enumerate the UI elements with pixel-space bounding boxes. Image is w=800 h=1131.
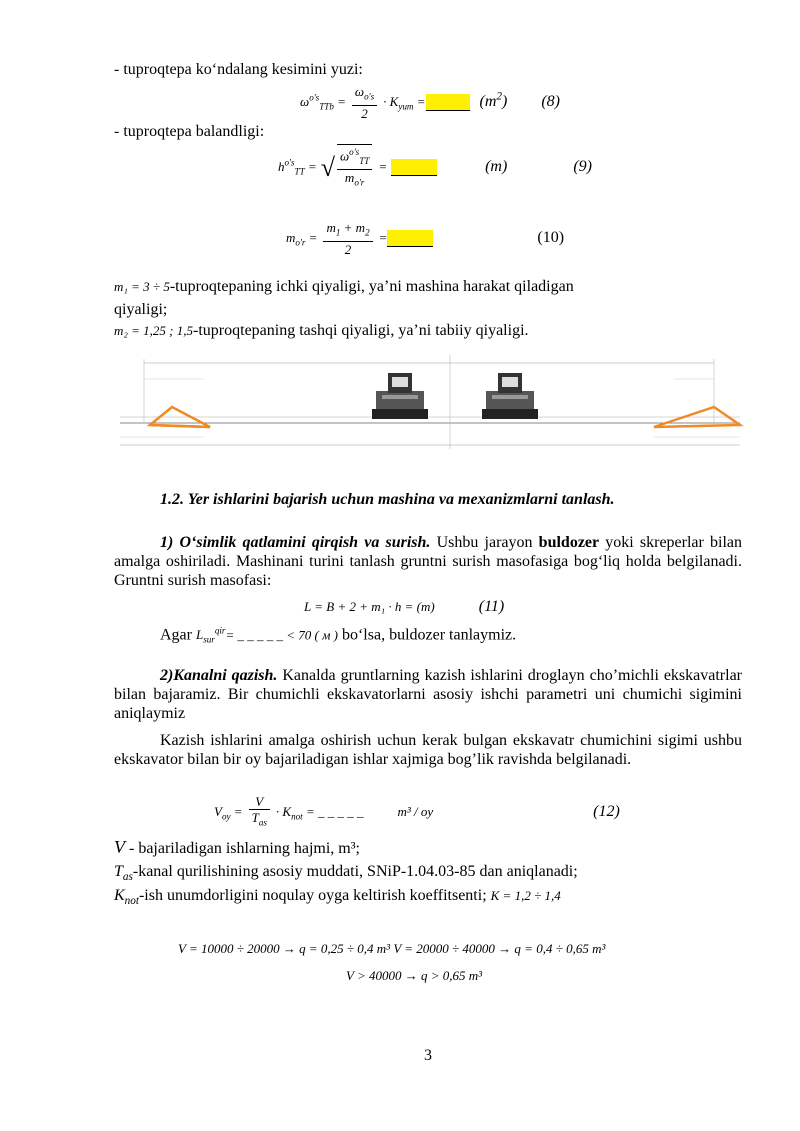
section-title: 1.2. Yer ishlarini bajarish uchun mashina va mexanizmlarni tanlash. (160, 491, 615, 508)
def-k: $K_{not}$-ish unumdorligini noqulay oyga keltirish koeffitsenti; K = 1,2 ÷ 1,4 (114, 887, 561, 908)
formula-10: $m_{o'r}$ = $\frac{m_1 + m_2}{2}$ = (10) (286, 220, 565, 257)
page-number: 3 (424, 1047, 432, 1064)
volume-bucket-rule-1: V = 10000 ÷ 20000 → q = 0,25 ÷ 0,4 m³ V = 20000 ÷ 40000 → q = 0,4 ÷ 0,65 m³ (178, 941, 606, 956)
def-v: V - bajariladigan ishlarning hajmi, m³; (114, 837, 360, 857)
answer-blank-10[interactable] (387, 230, 433, 247)
embankment-cross-section-figure (114, 349, 746, 459)
bulldozer-left-icon (372, 373, 428, 419)
m1-definition: m₁ = 3 ÷ 5-tuproqtepaning ichki qiyaligi, ya’ni mashina harakat qiladigan (114, 278, 574, 295)
agar-condition: Agar $L_{sur}^{qir}=$ _ _ _ _ _ < 70 ( м ) bo‘lsa, buldozer tanlaymiz. (160, 626, 517, 645)
paragraph-canal: 2)Kanalni qazish. Kanalda gruntlarning kazish ishlarini droglayn cho’michli ekskavatrlar bilan bajaramiz. Bir chumichli ekskavatorlarni asosiy ishchi parametri uni chumichi sigimini aniqlaymiz (114, 667, 743, 722)
bulldozer-right-icon (482, 373, 538, 419)
m2-definition: m₂ = 1,25 ; 1,5-tuproqtepaning tashqi qiyaligi, ya’ni tabiiy qiyaligi. (114, 322, 529, 339)
answer-blank-8[interactable] (426, 94, 470, 111)
formula-12: $V_{oy}$ = $\frac{V}{T_{as}}$ · $K_{not}$ = _ _ _ _ _ m³ / oy (12) (214, 794, 620, 828)
formula-9: $h^{o's}_{TT}$ = √ $\frac{\omega^{o's}_{TT}}{m_{o'r}}$ = (m) (9) (278, 144, 592, 191)
formula-11: L = B + 2 + m₁ · h = (m) (11) (304, 598, 505, 615)
text-line-cross-section: - tuproqtepa ko‘ndalang kesimini yuzi: (114, 61, 363, 78)
def-t: $T_{as}$-kanal qurilishining asosiy muddati, SNiP-1.04.03-85 dan aniqlanadi; (114, 863, 578, 884)
text-line-height: - tuproqtepa balandligi: (114, 123, 265, 140)
paragraph-bucket: Kazish ishlarini amalga oshirish uchun kerak bulgan ekskavatr chumichini sigimi ushbu ekskavator bilan bir oy bajariladigan ishlar xajmiga bog’lik ravishda belgilanadi. (114, 732, 742, 768)
formula-8: $\omega^{o's}_{TTb}$ = $\frac{\omega_{o's}}{2}$ · $K_{yum} = (m^2)$ (8) (300, 84, 560, 121)
paragraph-plant-layer: 1) O‘simlik qatlamini qirqish va surish. Ushbu jarayon buldozer yoki skreperlar bilan amalga oshiriladi. Mashinani turini tanlash gruntni surish masofasiga bog‘liq holda belgilanadi. Gruntni surish masofasi: (114, 534, 743, 589)
answer-blank-9[interactable] (391, 159, 437, 176)
volume-bucket-rule-2: V > 40000 → q > 0,65 m³ (346, 968, 483, 983)
m1-definition-cont: qiyaligi; (114, 301, 168, 318)
